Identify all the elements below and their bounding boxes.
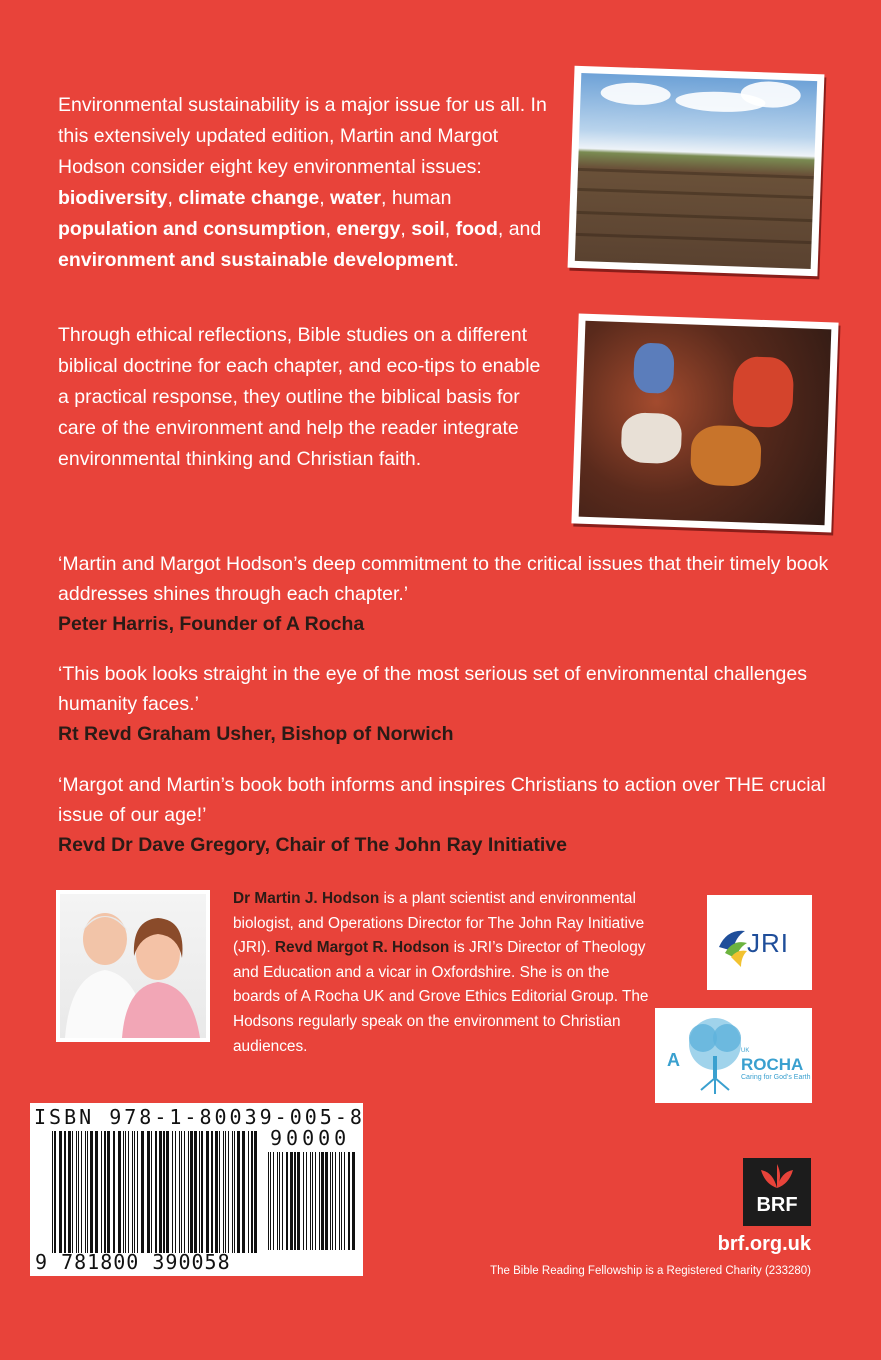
- highlighted-term: food: [455, 218, 498, 240]
- barcode-bar: [159, 1131, 162, 1253]
- barcode-bar: [125, 1131, 126, 1253]
- barcode-bar: [163, 1131, 165, 1253]
- barcode-bar: [310, 1152, 311, 1250]
- highlighted-term: population and consumption: [58, 218, 326, 240]
- barcode-bar: [341, 1152, 342, 1250]
- barcode-bar: [87, 1131, 88, 1253]
- barcode-bar: [335, 1152, 336, 1250]
- barcode-bar: [78, 1131, 79, 1253]
- barcode-bar: [76, 1131, 77, 1253]
- isbn-barcode: [30, 1103, 363, 1276]
- barcode-bar: [128, 1131, 129, 1253]
- barcode-bar: [134, 1131, 135, 1253]
- barcode-bar: [303, 1152, 304, 1250]
- highlighted-term: water: [330, 187, 381, 209]
- barcode-bar: [237, 1131, 240, 1253]
- quote-attribution: Peter Harris, Founder of A Rocha: [58, 613, 365, 635]
- barcode-bar: [215, 1131, 218, 1253]
- barcode-bar: [234, 1131, 235, 1253]
- text-run: is a plant scientist and environmental biologist, and Operations Director for The John Ray Initiative (JRI).: [233, 890, 645, 957]
- barcode-bar: [297, 1152, 300, 1250]
- author-bio: [233, 887, 653, 1059]
- barcode-bar: [270, 1152, 271, 1250]
- brf-logo: [743, 1158, 811, 1226]
- barcode-bar: [332, 1152, 333, 1250]
- barcode-bar: [137, 1131, 138, 1253]
- barcode-bar: [166, 1131, 169, 1253]
- barcode-bar: [286, 1152, 288, 1250]
- isbn-number: ISBN 978-1-80039-005-8: [34, 1105, 365, 1129]
- text-run: ,: [319, 187, 331, 209]
- text-run: is JRI’s Director of Theology and Education and a vicar in Oxfordshire. She is on the boards of A Rocha UK and Grove Ethics Editorial Group. The Hodsons regularly speak on the environment to Christian audiences.: [233, 939, 649, 1055]
- text-run: Environmental sustainability is a major issue for us all. In this extensively updated edition, Martin and Margot Hodson consider eight key environmental issues:: [58, 94, 547, 178]
- barcode-bar: [315, 1152, 316, 1250]
- barcode-bar: [101, 1131, 102, 1253]
- barcode-bar: [211, 1131, 213, 1253]
- highlighted-term: soil: [411, 218, 445, 240]
- barcode-bar: [201, 1131, 203, 1253]
- barcode-bar: [179, 1131, 180, 1253]
- barcode-bar: [90, 1131, 93, 1253]
- barcode-bar: [223, 1131, 224, 1253]
- barcode-bar: [273, 1152, 274, 1250]
- barcode-bar: [199, 1131, 200, 1253]
- barcode-bar: [72, 1131, 73, 1253]
- blurb-paragraph-2: Through ethical reflections, Bible studies on a different biblical doctrine for each chapter, and eco-tips to enable a practical response, they outline the biblical basis for care of the environment and help the reader integrate environmental thinking and Christian faith.: [58, 324, 541, 470]
- barcode-bar: [59, 1131, 62, 1253]
- barcode-bar: [64, 1131, 66, 1253]
- barcode-bar: [344, 1152, 345, 1250]
- text-run: ,: [167, 187, 179, 209]
- barcode-bar: [81, 1131, 82, 1253]
- barcode-bar: [52, 1131, 53, 1253]
- endorsement-quote-2: [58, 659, 838, 749]
- barcode-bar: [339, 1152, 340, 1250]
- quote-attribution: Rt Revd Graham Usher, Bishop of Norwich: [58, 723, 454, 745]
- barcode-bar: [172, 1131, 173, 1253]
- barcode-bar: [155, 1131, 157, 1253]
- barcode-bar: [254, 1131, 257, 1253]
- barcode-bar: [181, 1131, 182, 1253]
- barcode-bar: [188, 1131, 189, 1253]
- barcode-bar: [248, 1131, 249, 1253]
- endorsement-quote-3: [58, 770, 838, 860]
- publisher-url[interactable]: brf.org.uk: [717, 1233, 811, 1255]
- text-run: ,: [325, 218, 337, 240]
- ploughed-field-photo: [568, 66, 825, 277]
- barcode-bar: [113, 1131, 115, 1253]
- barcode-bars: [52, 1131, 260, 1253]
- quote-text: ‘Martin and Margot Hodson’s deep commitment to the critical issues that their timely book addresses shines through each chapter.’: [58, 553, 829, 605]
- barcode-bar: [348, 1152, 350, 1250]
- jri-logo: [707, 895, 812, 990]
- barcode-bar: [306, 1152, 307, 1250]
- barcode-bar: [268, 1152, 269, 1250]
- barcode-bar: [312, 1152, 313, 1250]
- barcode-bar: [85, 1131, 86, 1253]
- barcode-bar: [151, 1131, 152, 1253]
- barcode-bar: [251, 1131, 253, 1253]
- barcode-bar: [107, 1131, 110, 1253]
- text-run: .: [453, 249, 459, 271]
- barcode-bar: [194, 1131, 197, 1253]
- addon-bars: [268, 1152, 356, 1250]
- barcode-bar: [282, 1152, 283, 1250]
- quote-text: ‘Margot and Martin’s book both informs and inspires Christians to action over THE crucial issue of our age!’: [58, 774, 826, 826]
- barcode-bar: [190, 1131, 193, 1253]
- text-run: , and: [497, 218, 542, 240]
- barcode-bar: [232, 1131, 233, 1253]
- barcode-bar: [321, 1152, 324, 1250]
- barcode-bar: [95, 1131, 98, 1253]
- barcode-bar: [68, 1131, 71, 1253]
- barcode-bar: [277, 1152, 278, 1250]
- barcode-bar: [352, 1152, 355, 1250]
- barcode-bar: [228, 1131, 229, 1253]
- highlighted-term: environment and sustainable development: [58, 249, 454, 271]
- barcode-bar: [206, 1131, 209, 1253]
- a-rocha-a: A: [667, 1050, 680, 1070]
- blurb-paragraph-1: [58, 90, 548, 276]
- barcode-bar: [132, 1131, 133, 1253]
- quote-attribution: Revd Dr Dave Gregory, Chair of The John Ray Initiative: [58, 834, 567, 856]
- text-run: , human: [380, 187, 452, 209]
- highlighted-term: energy: [336, 218, 401, 240]
- barcode-bar: [294, 1152, 296, 1250]
- barcode-bar: [147, 1131, 150, 1253]
- endorsement-quote-1: [58, 549, 838, 639]
- barcode-bar: [104, 1131, 106, 1253]
- sewing-workshop-photo: [571, 314, 838, 533]
- author-name: Revd Margot R. Hodson: [274, 939, 450, 957]
- barcode-bar: [242, 1131, 245, 1253]
- barcode-bar: [141, 1131, 144, 1253]
- barcode-bar: [123, 1131, 124, 1253]
- author-name: Dr Martin J. Hodson: [233, 890, 380, 907]
- authors-photo: [56, 890, 210, 1042]
- highlighted-term: biodiversity: [58, 187, 168, 209]
- barcode-bar: [219, 1131, 220, 1253]
- quote-text: ‘This book looks straight in the eye of the most serious set of environmental challenges humanity faces.’: [58, 663, 807, 715]
- charity-notice: The Bible Reading Fellowship is a Registered Charity (233280): [490, 1265, 811, 1277]
- barcode-bar: [175, 1131, 176, 1253]
- brf-wordmark: BRF: [756, 1194, 798, 1216]
- barcode-bar: [225, 1131, 226, 1253]
- barcode-bar: [319, 1152, 320, 1250]
- a-rocha-wordmark: ROCHA: [741, 1055, 804, 1074]
- barcode-bar: [54, 1131, 56, 1253]
- jri-wordmark: JRI: [747, 928, 789, 958]
- barcode-bar: [184, 1131, 185, 1253]
- barcode-bar: [118, 1131, 121, 1253]
- a-rocha-logo: [655, 1008, 812, 1103]
- a-rocha-uk: UK: [741, 1048, 750, 1054]
- barcode-bar: [330, 1152, 331, 1250]
- price-addon: 90000: [270, 1126, 351, 1150]
- barcode-bar: [279, 1152, 280, 1250]
- barcode-bar: [325, 1152, 328, 1250]
- barcode-bar: [290, 1152, 293, 1250]
- ean-number: 9 781800 390058: [35, 1250, 231, 1274]
- a-rocha-tagline: Caring for God’s Earth: [741, 1074, 811, 1081]
- text-run: ,: [400, 218, 412, 240]
- highlighted-term: climate change: [178, 187, 320, 209]
- text-run: ,: [444, 218, 456, 240]
